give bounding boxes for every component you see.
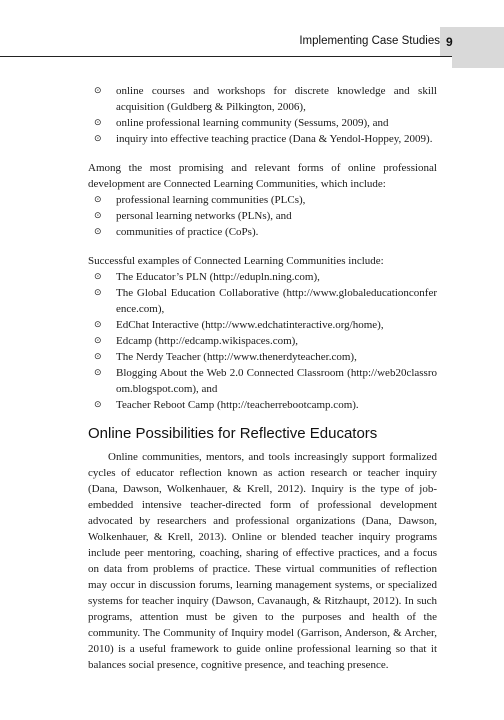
list-item: ⊙ online professional learning community (Sessums, 2009), and bbox=[94, 117, 389, 129]
bullet-icon: ⊙ bbox=[94, 320, 102, 330]
section-paragraph: Online communities, mentors, and tools increasingly support formalized cycles of educator reflection known as action research or teacher inquiry (Dana, Dawson, Wolkenhauer, & Krell, 2012). Inquiry is the type of job-embedded intensive teacher-directed form of professional development advocated by researchers and professional organizations (Dana, Dawson, Wolkenhauer, & Krell, 2013). Online or blended teacher inquiry programs include peer mentoring, coaching, sharing of effective practices, and a focus on data from problems of practice. These virtual communities of reflection may occur in discussion forums, learning management systems, or specialized systems for teacher inquiry (Dawson, Cavanaugh, & Ritzhaupt, 2012). In such programs, attention must be given to the purposes and health of the community. The Community of Inquiry model (Garrison, Anderson, & Archer, 2010) is a useful framework to guide online professional learning so that it balances social presence, cognitive presence, and teaching presence. bbox=[88, 451, 437, 671]
bullet-icon: ⊙ bbox=[94, 211, 102, 221]
list-item: ⊙ The Educator’s PLN (http://edupln.ning.com), bbox=[94, 271, 320, 283]
list-item: ⊙ inquiry into effective teaching practice (Dana & Yendol-Hoppey, 2009). bbox=[94, 133, 433, 145]
list-item: ⊙ The Global Education Collaborative (http://www.globaleducationconference.com), bbox=[94, 287, 437, 315]
list-item: ⊙ personal learning networks (PLNs), and bbox=[94, 210, 292, 222]
header-rule bbox=[0, 56, 504, 57]
list-examples bbox=[88, 269, 437, 413]
bullet-icon: ⊙ bbox=[94, 400, 102, 410]
paragraph: Successful examples of Connected Learning Communities include: bbox=[88, 255, 384, 267]
page-number: 9 bbox=[446, 35, 453, 49]
list-formats bbox=[88, 83, 437, 147]
bullet-icon: ⊙ bbox=[94, 288, 102, 298]
section-heading: Online Possibilities for Reflective Educators bbox=[88, 425, 378, 442]
page-number-tab bbox=[440, 27, 504, 56]
bullet-icon: ⊙ bbox=[94, 227, 102, 237]
bullet-icon: ⊙ bbox=[94, 134, 102, 144]
bullet-icon: ⊙ bbox=[94, 352, 102, 362]
list-item: ⊙ communities of practice (CoPs). bbox=[94, 226, 259, 238]
list-item: ⊙ professional learning communities (PLCs), bbox=[94, 194, 306, 206]
list-community-types bbox=[88, 192, 437, 240]
running-title: Implementing Case Studies bbox=[299, 35, 440, 47]
bullet-icon: ⊙ bbox=[94, 118, 102, 128]
list-item: ⊙ Teacher Reboot Camp (http://teacherrebootcamp.com). bbox=[94, 399, 359, 411]
list-item: ⊙ Blogging About the Web 2.0 Connected Classroom (http://web20classroom.blogspot.com), and bbox=[94, 367, 437, 395]
bullet-icon: ⊙ bbox=[94, 272, 102, 282]
list-item: ⊙ Edcamp (http://edcamp.wikispaces.com), bbox=[94, 335, 299, 347]
list-item: ⊙ EdChat Interactive (http://www.edchatinteractive.org/home), bbox=[94, 319, 384, 331]
page-body bbox=[88, 83, 437, 673]
bullet-icon: ⊙ bbox=[94, 368, 102, 378]
bullet-icon: ⊙ bbox=[94, 195, 102, 205]
paragraph: Among the most promising and relevant forms of online professional development are Connected Learning Communities, which include: bbox=[88, 162, 437, 190]
list-item: ⊙ The Nerdy Teacher (http://www.thenerdyteacher.com), bbox=[94, 351, 357, 363]
list-item: ⊙ online courses and workshops for discrete knowledge and skill acquisition (Guldberg & Pilkington, 2006), bbox=[94, 85, 437, 113]
page-edge-tab bbox=[452, 56, 504, 68]
bullet-icon: ⊙ bbox=[94, 336, 102, 346]
bullet-icon: ⊙ bbox=[94, 86, 102, 96]
